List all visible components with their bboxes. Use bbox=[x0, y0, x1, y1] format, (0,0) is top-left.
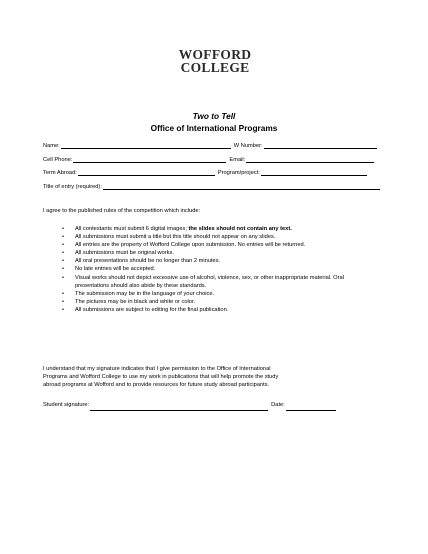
list-item bbox=[62, 265, 362, 273]
form-row-name bbox=[43, 140, 388, 154]
bullet-icon: • bbox=[62, 266, 64, 273]
form-row-contact bbox=[43, 154, 388, 168]
list-item bbox=[62, 290, 362, 298]
rule-text: No late entries will be accepted. bbox=[75, 266, 156, 273]
bullet-icon: • bbox=[62, 290, 64, 297]
rule-text: All submissions must submit a title but this title should not appear on any slides. bbox=[75, 234, 276, 241]
list-item bbox=[62, 241, 362, 249]
wofford-college-logo bbox=[170, 48, 260, 74]
rule-text: The submission may be in the language of your choice. bbox=[75, 290, 215, 297]
logo-line-1: WOFFORD bbox=[178, 47, 252, 62]
term-abroad-label: Term Abroad: bbox=[43, 170, 77, 177]
date-field[interactable] bbox=[286, 402, 336, 411]
rule-text: All submissions are subject to editing for the final publication. bbox=[75, 306, 229, 313]
bullet-icon: • bbox=[62, 234, 64, 241]
rule-text: All submissions must be original works. bbox=[75, 250, 174, 257]
rule-text: Visual works should not depict excessive use of alcohol, violence, sex, or other inappropriate material. Oral presentations should also abide by these standards. bbox=[75, 274, 344, 289]
document-header bbox=[0, 110, 428, 134]
list-item bbox=[62, 233, 362, 241]
rules-list bbox=[62, 225, 362, 314]
email-field[interactable] bbox=[246, 154, 374, 163]
term-abroad-field[interactable] bbox=[78, 167, 215, 176]
bullet-icon: • bbox=[62, 306, 64, 313]
form-row-title bbox=[43, 181, 388, 195]
list-item bbox=[62, 257, 362, 265]
student-signature-field[interactable] bbox=[90, 402, 268, 411]
cell-phone-label: Cell Phone: bbox=[43, 156, 73, 163]
list-item bbox=[62, 225, 362, 233]
signature-row bbox=[43, 402, 388, 411]
rule-text: All oral presentations should be no longer than 2 minutes. bbox=[75, 258, 221, 265]
w-number-field[interactable] bbox=[264, 140, 377, 149]
document-title: Two to Tell bbox=[192, 111, 236, 121]
bullet-icon: • bbox=[62, 274, 64, 281]
student-signature-label: Student signature: bbox=[43, 402, 90, 408]
bullet-icon: • bbox=[62, 250, 64, 257]
list-item bbox=[62, 274, 362, 290]
name-label: Name: bbox=[43, 143, 60, 149]
consent-line: I understand that my signature indicates that I give permission to the Office of International bbox=[43, 366, 271, 372]
date-label: Date: bbox=[271, 402, 285, 408]
document-subtitle: Office of International Programs bbox=[150, 123, 278, 133]
consent-line: abroad programs at Wofford and to provide resources for future study abroad participants. bbox=[43, 382, 270, 389]
list-item bbox=[62, 306, 362, 314]
logo-line-2: COLLEGE bbox=[180, 60, 250, 75]
email-label: Email: bbox=[229, 156, 246, 163]
consent-line: Programs and Wofford College to use my work in publications that will help promote the study bbox=[43, 374, 279, 381]
bullet-icon: • bbox=[62, 242, 64, 249]
rule-text: All contestants must submit 6 digital images; bbox=[75, 226, 189, 232]
cell-phone-field[interactable] bbox=[73, 154, 226, 163]
title-of-entry-field[interactable] bbox=[103, 181, 380, 190]
rule-emphasis: the slides should not contain any text. bbox=[188, 226, 292, 232]
name-field[interactable] bbox=[61, 140, 231, 149]
rules-intro: I agree to the published rules of the competition which include: bbox=[43, 208, 201, 214]
list-item bbox=[62, 298, 362, 306]
bullet-icon: • bbox=[62, 298, 64, 305]
entry-form-fields bbox=[43, 140, 388, 194]
rule-text: All entries are the property of Wofford College upon submission. No entries will be returned. bbox=[75, 242, 306, 249]
bullet-icon: • bbox=[62, 258, 64, 265]
consent-paragraph bbox=[43, 365, 388, 390]
rule-text: The pictures may be in black and white or color. bbox=[75, 298, 196, 305]
title-of-entry-label: Title of entry (required): bbox=[43, 183, 102, 190]
w-number-label: W Number: bbox=[233, 143, 263, 149]
program-label: Program/project: bbox=[217, 170, 260, 177]
list-item bbox=[62, 249, 362, 257]
program-field[interactable] bbox=[261, 167, 367, 176]
form-row-term bbox=[43, 167, 388, 181]
bullet-icon: • bbox=[62, 226, 64, 232]
